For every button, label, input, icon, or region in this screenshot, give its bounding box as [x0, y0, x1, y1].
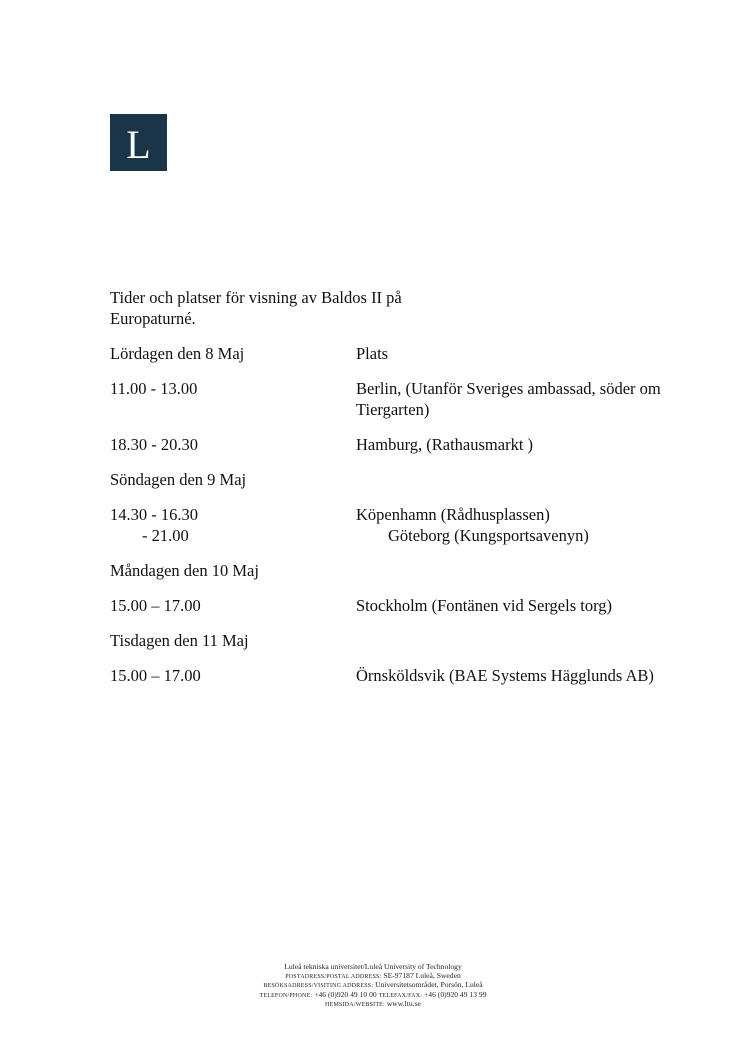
footer-visiting-label: BESÖKSADRESS/VISITING ADDRESS:	[263, 983, 374, 990]
footer-postal-label: POSTADRESS/POSTAL ADDRESS:	[285, 973, 382, 980]
schedule-time: 14.30 - 16.30	[110, 505, 198, 524]
footer-contact	[0, 991, 746, 1001]
footer-web-label: HEMSIDA/WEBSITE:	[325, 1002, 385, 1009]
header-row	[110, 343, 670, 364]
schedule-time: 15.00 – 17.00	[110, 596, 201, 615]
footer-web-value: www.ltu.se	[386, 999, 421, 1009]
document-body	[110, 287, 670, 700]
footer-fax-label: TELEFAX/FAX:	[378, 992, 423, 999]
footer-postal-value: SE-97187 Luleå, Sweden	[383, 970, 461, 980]
schedule-place: Berlin, (Utanför Sveriges ambassad, söder om Tiergarten)	[356, 379, 661, 419]
place-heading: Plats	[356, 344, 389, 363]
day-heading: Lördagen den 8 Maj	[110, 344, 245, 363]
footer-visiting-value: Universitetsområdet, Porsön, Luleå	[375, 980, 483, 990]
intro-text: Tider och platser för visning av Baldos II på Europaturné.	[110, 288, 402, 328]
schedule-row	[110, 525, 670, 546]
footer-fax-value: +46 (0)920 49 13 99	[424, 989, 487, 999]
schedule-time: 15.00 – 17.00	[110, 666, 201, 685]
schedule-place: Köpenhamn (Rådhusplassen)	[356, 505, 550, 524]
footer-web	[0, 1000, 746, 1010]
logo-letter: L	[126, 121, 151, 167]
schedule-place: Örnsköldsvik (BAE Systems Hägglunds AB)	[356, 666, 654, 685]
schedule-time: 11.00 - 13.00	[110, 379, 198, 398]
day-heading: Söndagen den 9 Maj	[110, 470, 247, 489]
schedule-time: 18.30 - 20.30	[110, 435, 198, 454]
footer-phone-value: +46 (0)920 49 10 00	[314, 989, 377, 999]
schedule-place: Hamburg, (Rathausmarkt )	[356, 435, 534, 454]
footer	[0, 963, 746, 1010]
schedule-place: Stockholm (Fontänen vid Sergels torg)	[356, 596, 613, 615]
schedule-row	[110, 378, 670, 420]
schedule-row	[110, 595, 670, 616]
schedule-row	[110, 665, 670, 686]
schedule-row	[110, 434, 670, 455]
schedule-place: Göteborg (Kungsportsavenyn)	[388, 526, 589, 545]
schedule-row	[110, 504, 670, 525]
schedule-time: - 21.00	[142, 526, 189, 545]
footer-phone-label: TELEFON/PHONE:	[259, 992, 313, 999]
day-heading: Måndagen den 10 Maj	[110, 561, 259, 580]
university-logo	[110, 114, 167, 171]
footer-university: Luleå tekniska universitet/Luleå University of Technology	[284, 962, 462, 971]
day-heading: Tisdagen den 11 Maj	[110, 631, 249, 650]
